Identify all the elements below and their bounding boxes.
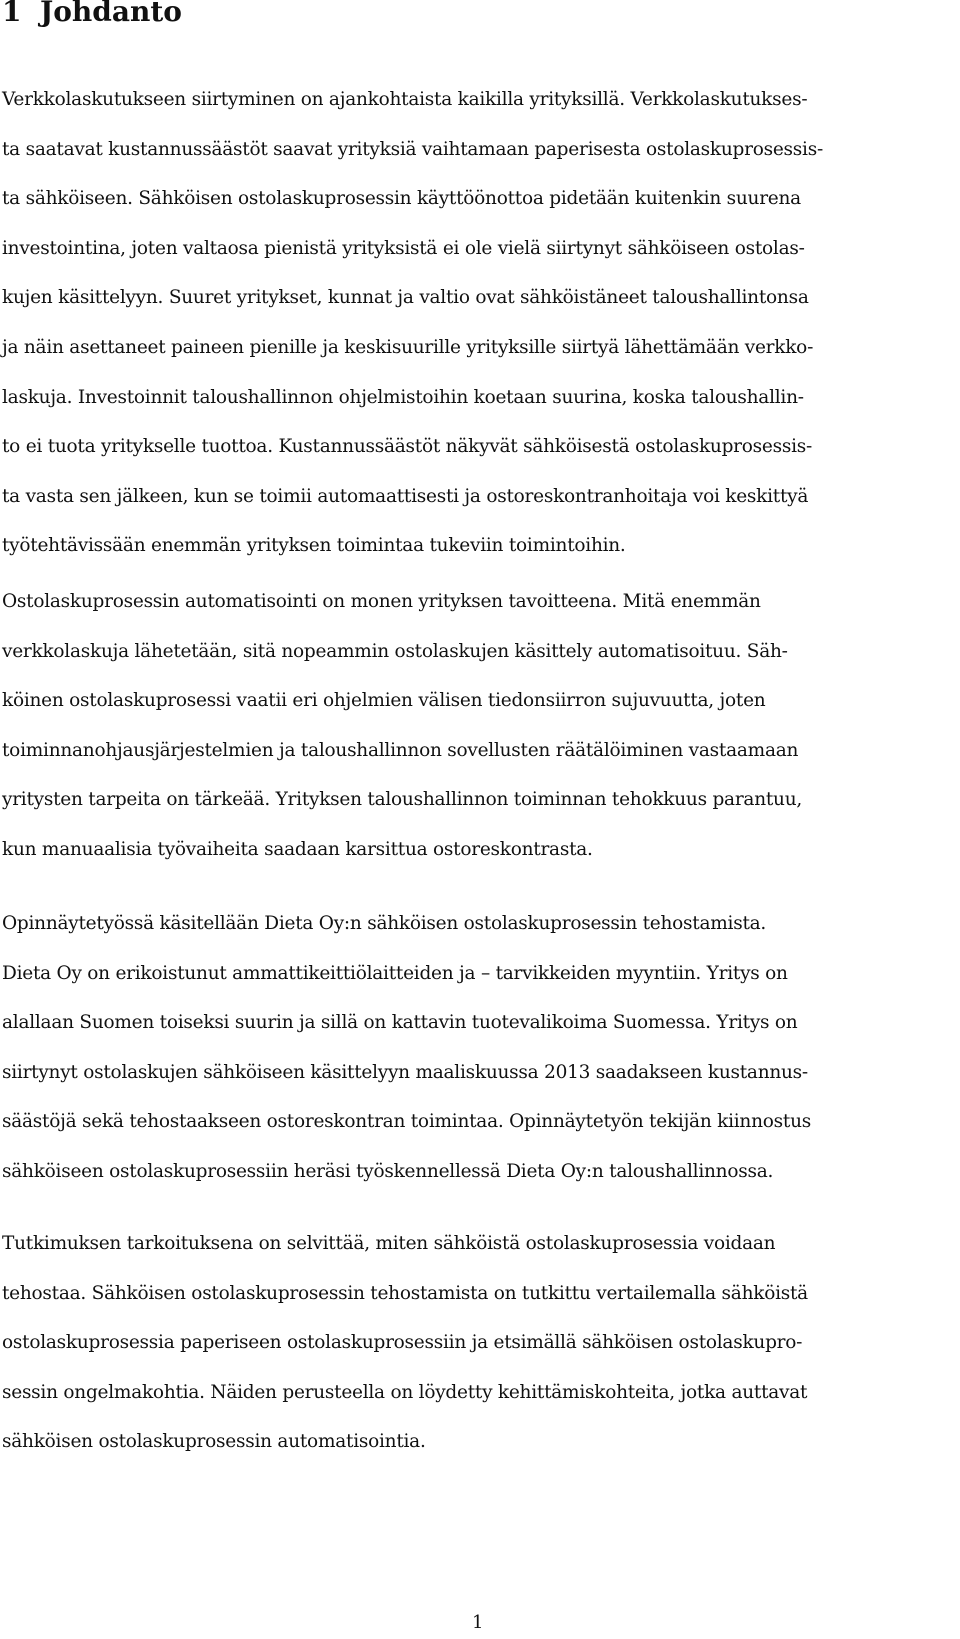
text-line: Opinnäytetyössä käsitellään Dieta Oy:n sähköisen ostolaskuprosessin tehostamista. xyxy=(2,913,767,934)
text-line: alallaan Suomen toiseksi suurin ja sillä on kattavin tuotevalikoima Suomessa. Yritys on xyxy=(2,1012,798,1034)
text-line: työtehtävissään enemmän yrityksen toimintaa tukeviin toimintoihin. xyxy=(2,535,626,557)
text-line: sähköisen ostolaskuprosessin automatisointia. xyxy=(2,1431,426,1453)
text-line: yritysten tarpeita on tärkeää. Yrityksen taloushallinnon toiminnan tehokkuus parantuu, xyxy=(2,789,803,811)
text-line: verkkolaskuja lähetetään, sitä nopeammin ostolaskujen käsittely automatisoituu. Säh- xyxy=(2,640,788,662)
text-line: kujen käsittelyyn. Suuret yritykset, kunnat ja valtio ovat sähköistäneet taloushallintonsa xyxy=(2,287,809,309)
chapter-number: 1 xyxy=(2,0,22,28)
text-line: to ei tuota yritykselle tuottoa. Kustannussäästöt näkyvät sähköisestä ostolaskuprosessis- xyxy=(2,436,813,458)
text-line: ostolaskuprosessia paperiseen ostolaskuprosessiin ja etsimällä sähköisen ostolaskupro- xyxy=(2,1332,803,1354)
text-line: Tutkimuksen tarkoituksena on selvittää, miten sähköistä ostolaskuprosessia voidaan xyxy=(2,1233,776,1254)
text-line: toiminnanohjausjärjestelmien ja taloushallinnon sovellusten räätälöiminen vastaamaan xyxy=(2,739,799,761)
text-line: säästöjä sekä tehostaakseen ostoreskontran toimintaa. Opinnäytetyön tekijän kiinnostus xyxy=(2,1111,811,1133)
text-line: Ostolaskuprosessin automatisointi on monen yrityksen tavoitteena. Mitä enemmän xyxy=(2,591,761,612)
text-line: tehostaa. Sähköisen ostolaskuprosessin tehostamista on tutkittu vertailemalla sähköistä xyxy=(2,1282,808,1304)
text-line: kun manuaalisia työvaiheita saadaan karsittua ostoreskontrasta. xyxy=(2,839,593,860)
text-line: ta vasta sen jälkeen, kun se toimii automaattisesti ja ostoreskontranhoitaja voi keskittyä xyxy=(2,485,809,507)
text-line: sähköiseen ostolaskuprosessiin heräsi työskennellessä Dieta Oy:n taloushallinnossa. xyxy=(2,1161,774,1182)
text-line: köinen ostolaskuprosessi vaatii eri ohjelmien välisen tiedonsiirron sujuvuutta, joten xyxy=(2,690,766,712)
text-line: ta saatavat kustannussäästöt saavat yrityksiä vaihtamaan paperisesta ostolaskuprosessis- xyxy=(2,138,823,160)
text-line: laskuja. Investoinnit taloushallinnon ohjelmistoihin koetaan suurina, koska taloushallin- xyxy=(2,386,804,408)
chapter-heading xyxy=(2,0,182,30)
text-line: siirtynyt ostolaskujen sähköiseen käsittelyyn maaliskuussa 2013 saadakseen kustannus- xyxy=(2,1061,808,1083)
text-line: Verkkolaskutukseen siirtyminen on ajankohtaista kaikilla yrityksillä. Verkkolaskutukses- xyxy=(2,89,808,110)
chapter-title: Johdanto xyxy=(40,0,182,28)
text-line: ja näin asettaneet paineen pienille ja keskisuurille yrityksille siirtyä lähettämään verkko- xyxy=(2,337,814,358)
page-number: 1 xyxy=(472,1612,484,1633)
text-line: sessin ongelmakohtia. Näiden perusteella on löydetty kehittämiskohteita, jotka auttavat xyxy=(2,1381,808,1403)
text-line: investointina, joten valtaosa pienistä yrityksistä ei ole vielä siirtynyt sähköiseen ostolas- xyxy=(2,237,805,259)
text-line: Dieta Oy on erikoistunut ammattikeittiölaitteiden ja – tarvikkeiden myyntiin. Yritys on xyxy=(2,962,788,984)
text-line: ta sähköiseen. Sähköisen ostolaskuprosessin käyttöönottoa pidetään kuitenkin suurena xyxy=(2,188,801,210)
